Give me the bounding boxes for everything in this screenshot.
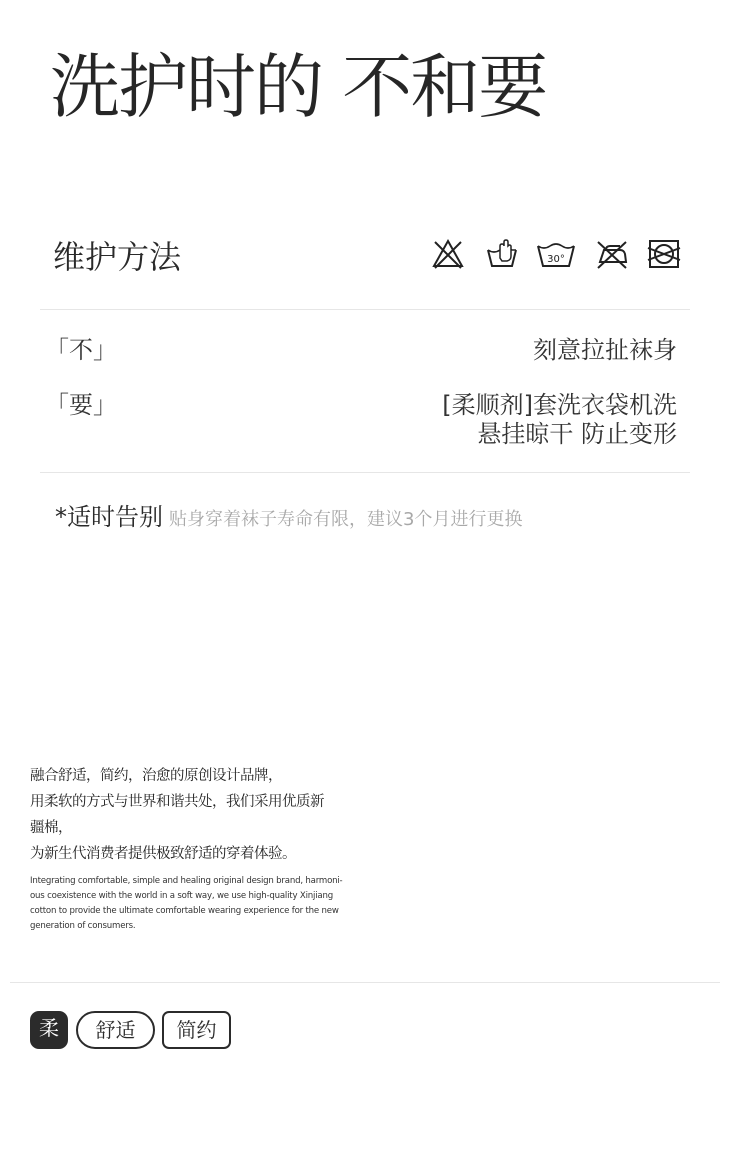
brand-en-line: ous coexistence with the world in a soft way, we use high-quality Xinjiang	[30, 891, 333, 901]
do-text-line-1: [柔顺剂]套洗衣袋机洗	[442, 391, 677, 419]
tag-simple: 简约	[162, 1011, 231, 1049]
brand-cn-line: 疆棉，	[30, 820, 72, 836]
notice-title: *适时告别	[55, 503, 163, 531]
dont-text: 刻意拉扯袜身	[533, 336, 677, 364]
care-icons	[430, 236, 682, 276]
brand-description-cn	[30, 763, 360, 867]
do-not-iron-icon	[594, 236, 630, 272]
brand-cn-line: 为新生代消费者提供极致舒适的穿着体验。	[30, 846, 296, 862]
tag-soft: 柔	[30, 1011, 68, 1049]
brand-en-line: Integrating comfortable, simple and healing original design brand, harmoni-	[30, 876, 343, 886]
divider-middle	[40, 472, 690, 473]
replacement-notice	[55, 497, 522, 532]
tag-comfortable: 舒适	[76, 1011, 155, 1049]
brand-description-en	[30, 874, 350, 934]
brand-en-line: generation of consumers.	[30, 921, 136, 931]
do-not-bleach-icon	[430, 236, 466, 272]
wash-temp-label: 30°	[547, 254, 565, 265]
machine-wash-30-icon	[536, 236, 576, 272]
notice-text: 贴身穿着袜子寿命有限，建议3个月进行更换	[169, 509, 523, 530]
do-not-tumble-dry-icon	[646, 236, 682, 272]
divider-top	[40, 309, 690, 310]
dont-label: 「不」	[45, 336, 117, 364]
do-text-line-2: 悬挂晾干 防止变形	[477, 420, 677, 448]
brand-cn-line: 用柔软的方式与世界和谐共处，我们采用优质新	[30, 794, 324, 810]
brand-cn-line: 融合舒适，简约，治愈的原创设计品牌，	[30, 768, 282, 784]
divider-bottom	[10, 982, 720, 983]
care-section-title: 维护方法	[53, 238, 182, 276]
brand-en-line: cotton to provide the ultimate comfortable wearing experience for the new	[30, 906, 339, 916]
hand-wash-icon	[484, 236, 520, 272]
page-title: 洗护时的 不和要	[50, 46, 547, 128]
do-label: 「要」	[45, 391, 117, 419]
